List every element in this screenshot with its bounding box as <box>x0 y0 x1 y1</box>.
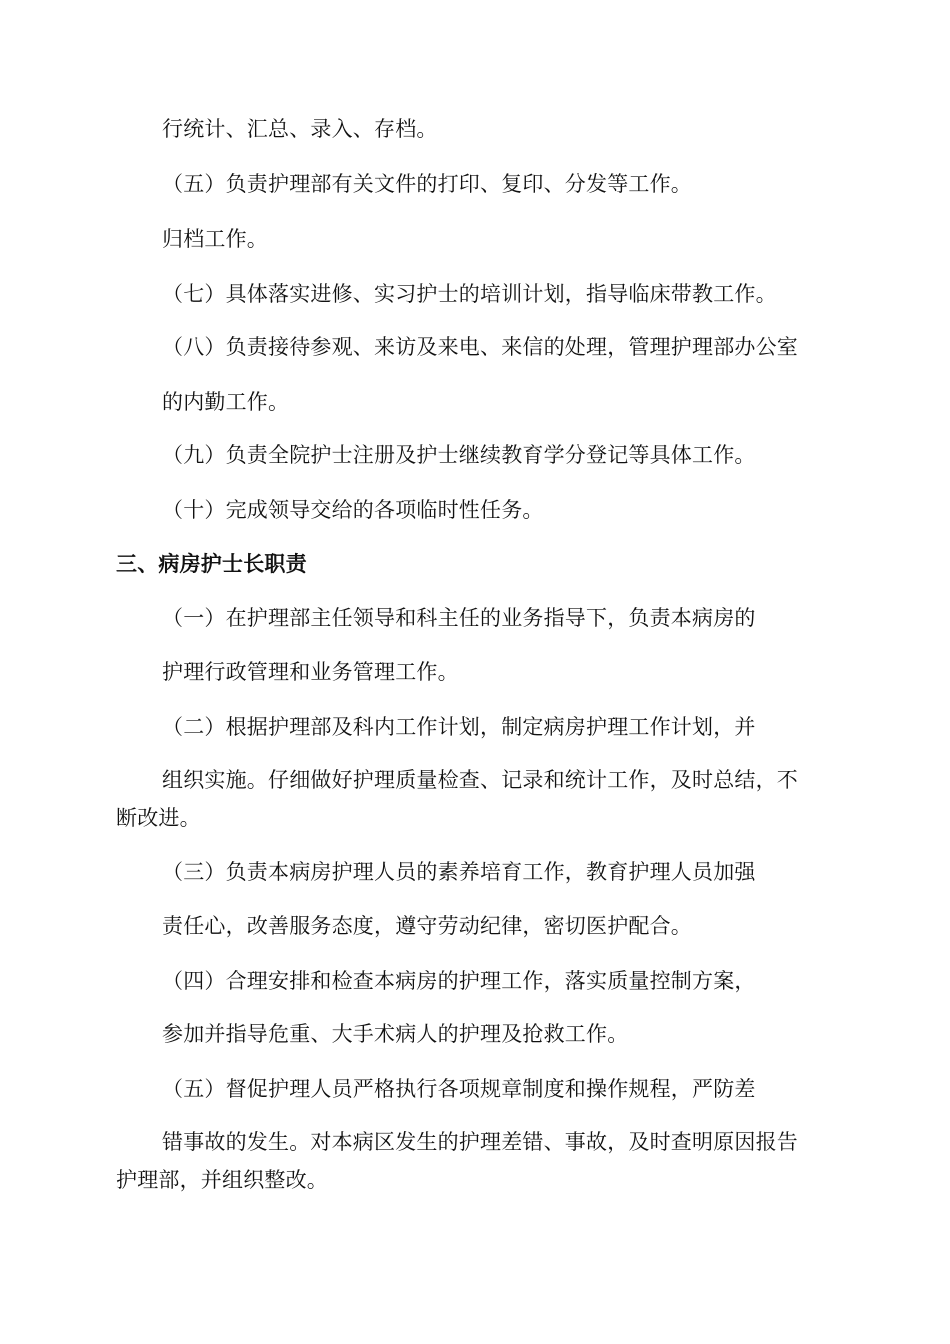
section-heading: 三、病房护士长职责 <box>116 552 307 576</box>
paragraph-line: 断改进。 <box>116 806 201 830</box>
list-item-10: （十）完成领导交给的各项临时性任务。 <box>162 498 544 522</box>
list-item-9: （九）负责全院护士注册及护士继续教育学分登记等具体工作。 <box>162 443 756 467</box>
paragraph-line: 护理行政管理和业务管理工作。 <box>162 660 459 684</box>
paragraph-line: 的内勤工作。 <box>162 390 290 414</box>
paragraph-line: 错事故的发生。对本病区发生的护理差错、事故，及时查明原因报告 <box>162 1130 798 1154</box>
paragraph-line: 组织实施。仔细做好护理质量检查、记录和统计工作，及时总结，不 <box>162 768 798 792</box>
paragraph-line: 参加并指导危重、大手术病人的护理及抢救工作。 <box>162 1022 629 1046</box>
list-item-5: （五）负责护理部有关文件的打印、复印、分发等工作。 <box>162 172 692 196</box>
paragraph-line: 护理部，并组织整改。 <box>116 1168 328 1192</box>
list-item-5b: （五）督促护理人员严格执行各项规章制度和操作规程，严防差 <box>162 1077 756 1101</box>
list-item-4: （四）合理安排和检查本病房的护理工作，落实质量控制方案， <box>162 969 756 993</box>
paragraph-line: 责任心，改善服务态度，遵守劳动纪律，密切医护配合。 <box>162 914 692 938</box>
paragraph-line: 行统计、汇总、录入、存档。 <box>162 117 438 141</box>
list-item-1: （一）在护理部主任领导和科主任的业务指导下，负责本病房的 <box>162 606 756 630</box>
list-item-8: （八）负责接待参观、来访及来电、来信的处理，管理护理部办公室 <box>162 335 798 359</box>
list-item-3: （三）负责本病房护理人员的素养培育工作，教育护理人员加强 <box>162 860 756 884</box>
list-item-7: （七）具体落实进修、实习护士的培训计划，指导临床带教工作。 <box>162 282 777 306</box>
list-item-2: （二）根据护理部及科内工作计划，制定病房护理工作计划，并 <box>162 715 756 739</box>
paragraph-line: 归档工作。 <box>162 227 268 251</box>
